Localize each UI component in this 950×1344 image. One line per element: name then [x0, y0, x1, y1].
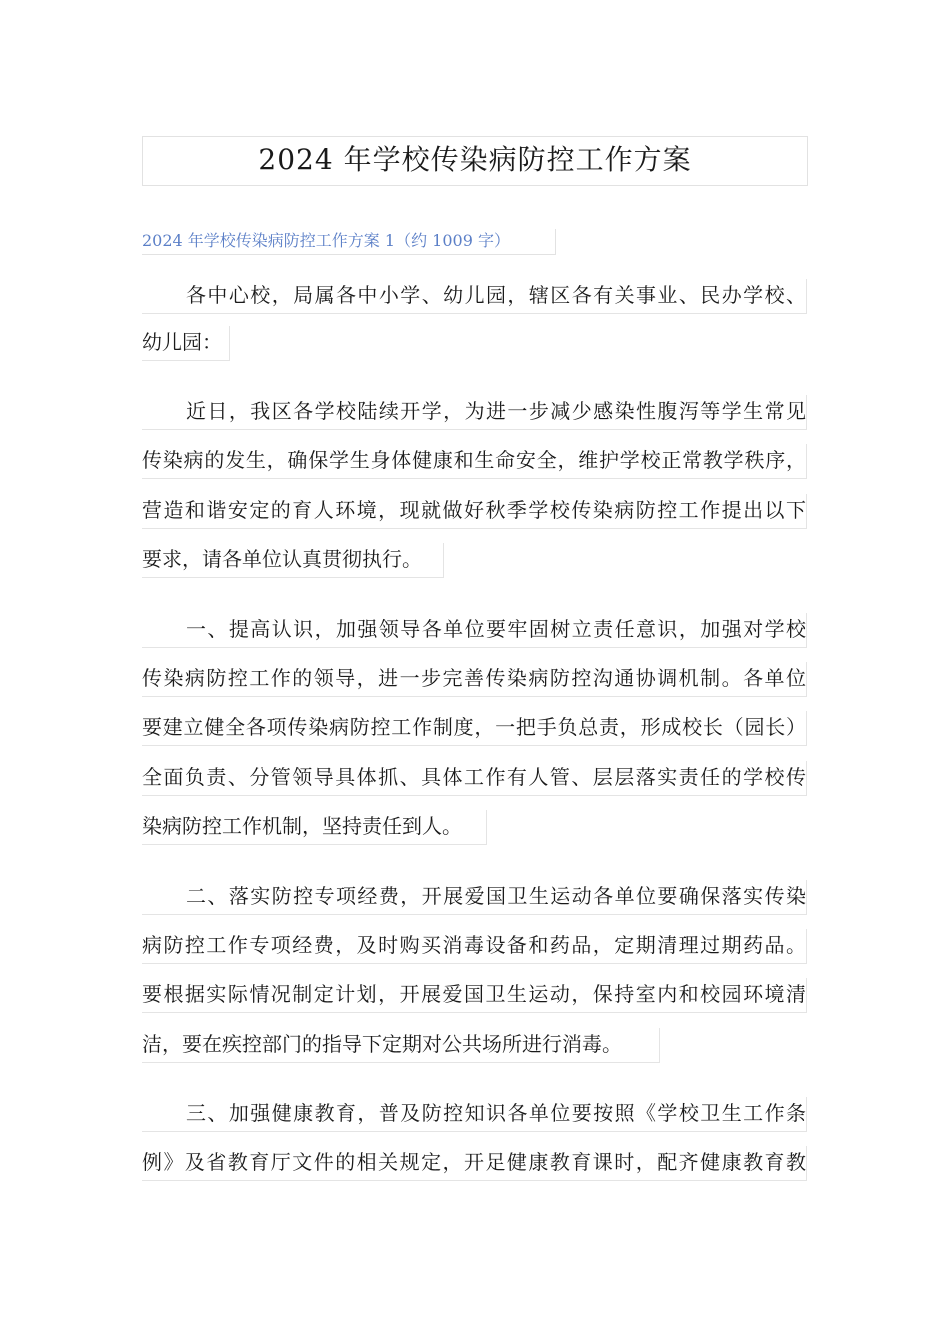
paragraph-line: 染病防控工作机制，坚持责任到人。 [142, 810, 487, 845]
paragraph-line: 三、加强健康教育，普及防控知识各单位要按照《学校卫生工作条 [142, 1097, 807, 1132]
paragraph-line: 幼儿园： [142, 326, 230, 361]
section-heading: 2024 年学校传染病防控工作方案 1（约 1009 字） [142, 229, 556, 255]
paragraph-line: 要根据实际情况制定计划，开展爱国卫生运动，保持室内和校园环境清 [142, 978, 807, 1013]
paragraph-line: 全面负责、分管领导具体抓、具体工作有人管、层层落实责任的学校传 [142, 761, 807, 796]
paragraph-line: 二、落实防控专项经费，开展爱国卫生运动各单位要确保落实传染 [142, 880, 807, 915]
paragraph-line: 要求，请各单位认真贯彻执行。 [142, 543, 444, 578]
paragraph-line: 洁，要在疾控部门的指导下定期对公共场所进行消毒。 [142, 1028, 660, 1063]
paragraph-line: 传染病的发生，确保学生身体健康和生命安全，维护学校正常教学秩序， [142, 444, 807, 479]
paragraph-line: 营造和谐安定的育人环境，现就做好秋季学校传染病防控工作提出以下 [142, 494, 807, 529]
paragraph-line: 要建立健全各项传染病防控工作制度，一把手负总责，形成校长（园长） [142, 711, 807, 746]
paragraph-line: 各中心校，局属各中小学、幼儿园，辖区各有关事业、民办学校、 [142, 279, 807, 314]
paragraph-line: 近日，我区各学校陆续开学，为进一步减少感染性腹泻等学生常见 [142, 395, 807, 430]
paragraph-line: 传染病防控工作的领导，进一步完善传染病防控沟通协调机制。各单位 [142, 662, 807, 697]
paragraph-line: 一、提高认识，加强领导各单位要牢固树立责任意识，加强对学校 [142, 613, 807, 648]
paragraph-line: 例》及省教育厅文件的相关规定，开足健康教育课时，配齐健康教育教 [142, 1146, 807, 1181]
paragraph-line: 病防控工作专项经费，及时购买消毒设备和药品，定期清理过期药品。 [142, 929, 807, 964]
document-title: 2024 年学校传染病防控工作方案 [142, 136, 808, 186]
